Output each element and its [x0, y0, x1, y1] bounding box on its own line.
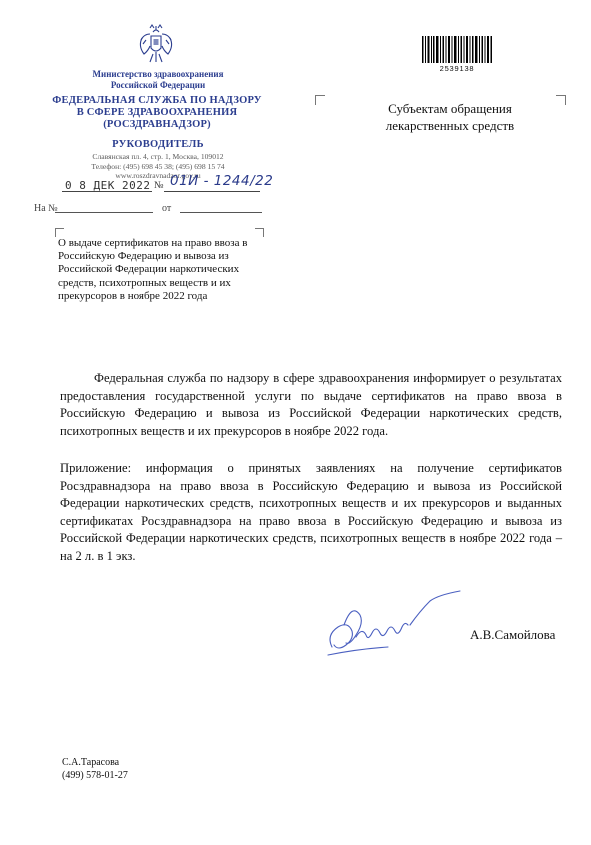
agency-line-1: ФЕДЕРАЛЬНАЯ СЛУЖБА ПО НАДЗОРУ: [52, 95, 262, 106]
date-underline: [62, 191, 152, 192]
reply-to-number-line: [55, 212, 153, 213]
subject-corner-left: [55, 228, 64, 237]
recipient: [360, 100, 540, 134]
reply-to-date-label: от: [162, 203, 172, 214]
ministry-line-1: Министерство здравоохранения: [92, 69, 224, 79]
body-paragraph-1: Федеральная служба по надзору в сфере здравоохранения информирует о результатах предоставления государственной услуги по выдаче сертификатов на право ввоза в Российскую Федерацию и вывоза из Российской Федерации наркотических средств, психотропных веществ и их прекурсоров в ноябре 2022 года.: [60, 371, 562, 438]
body-paragraph-2-attachment: Приложение: информация о принятых заявлениях на получение сертификатов Росздравнадзора на право ввоза в Российскую Федерацию и вывоза из Российской Федерации наркотических средств, психотропных веществ и их прекурсоров и выданных сертификатах Росздравнадзора на право ввоза в Российскую Федерацию и вывоза из Российской Федерации наркотических средств, психотропных веществ в ноябре 2022 года – на 2 л. в 1 экз.: [60, 461, 562, 563]
recipient-line-2: лекарственных средств: [385, 118, 515, 133]
address-line-2: Телефон: (495) 698 45 38; (495) 698 15 74: [91, 161, 225, 171]
signer-name: А.В.Самойлова: [470, 627, 556, 642]
number-sign: №: [154, 180, 164, 191]
address-line-1: Славянская пл. 4, стр. 1, Москва, 109012: [92, 152, 224, 161]
agency-name: [42, 95, 272, 131]
ministry-name: [60, 69, 256, 91]
letter-subject: О выдаче сертификатов на право ввоза в Российскую Федерацию и вывоза из Российской Федерации наркотических средств, психотропных веществ и их прекурсоров в ноябре 2022 года: [58, 237, 248, 302]
agency-line-2: В СФЕРЕ ЗДРАВООХРАНЕНИЯ: [76, 107, 238, 118]
recipient-corner-right: [556, 95, 566, 105]
head-title: РУКОВОДИТЕЛЬ: [112, 139, 204, 150]
state-emblem-icon: [136, 24, 176, 68]
ministry-line-2: Российской Федерации: [110, 80, 206, 90]
handwritten-signature-icon: [320, 585, 470, 665]
executor-phone: (499) 578-01-27: [62, 770, 128, 781]
number-underline: [164, 191, 260, 192]
subject-corner-right: [255, 228, 264, 237]
registration-date-stamp: 0 8 ДЕК 2022: [65, 179, 151, 192]
executor-name: С.А.Тарасова: [62, 757, 120, 768]
recipient-corner-left: [315, 95, 325, 105]
registration-number: 01И - 1244/22: [170, 173, 274, 189]
barcode-number: 2539138: [439, 64, 475, 73]
address-line-3: www.roszdravnadzor.gov.ru: [115, 171, 201, 181]
reply-to-date-line: [180, 212, 262, 213]
reply-to-number-label: На №: [34, 203, 58, 214]
barcode-icon: [422, 36, 492, 63]
agency-line-3: (РОСЗДРАВНАДЗОР): [103, 119, 211, 130]
recipient-line-1: Субъектам обращения: [388, 101, 512, 116]
